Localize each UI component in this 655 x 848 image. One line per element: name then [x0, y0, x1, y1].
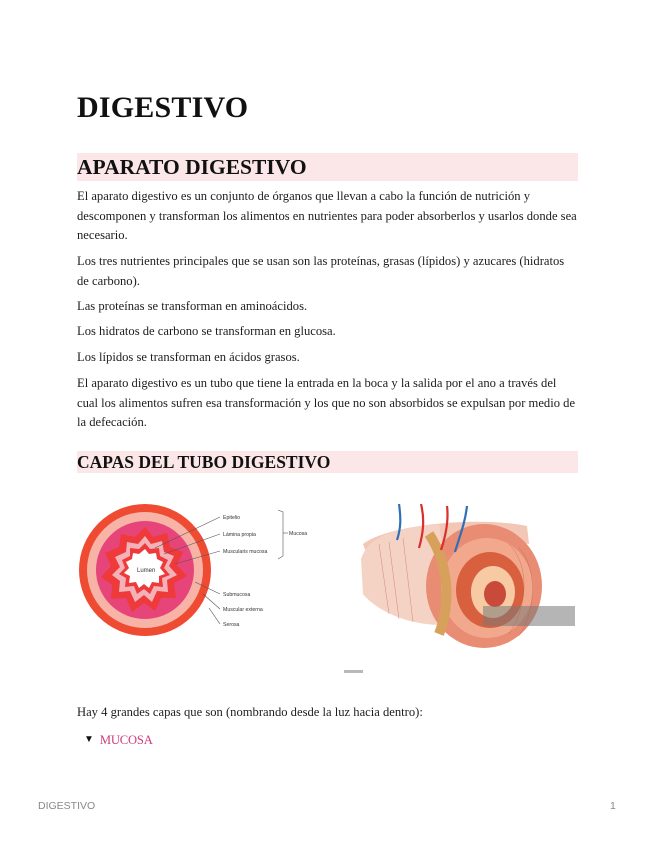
tube-3d-illustration: [359, 504, 579, 654]
label-lamina-propia: Lámina propia: [223, 532, 256, 538]
toggle-mucosa-label[interactable]: MUCOSA: [99, 733, 153, 747]
label-muscular-externa: Muscular externa: [223, 607, 263, 613]
paragraph-6: El aparato digestivo es un tubo que tiene la entrada en la boca y la salida por el ano a través del cual los alimentos sufren esa transformación y los que no son absorbidos se expulsan por medio de la defecación.: [77, 376, 576, 429]
paragraph-4: Los hidratos de carbono se transforman en glucosa.: [77, 324, 336, 338]
paragraph-2: Los tres nutrientes principales que se usan son las proteínas, grasas (lípidos) y azucares (hidratos de carbono).: [77, 254, 565, 288]
label-submucosa: Submucosa: [223, 592, 251, 598]
toggle-mucosa[interactable]: [84, 732, 153, 748]
triangle-down-icon[interactable]: ▼: [84, 734, 94, 745]
paragraph-1: El aparato digestivo es un conjunto de órganos que llevan a cabo la función de nutrición y descomponen y transforman los alimentos en nutrientes para poder absorberlos y usarlos donde sea necesario.: [77, 189, 577, 242]
tube-lumen: [484, 581, 506, 607]
label-muscularis-mucosa: Muscularis mucosa: [223, 549, 268, 555]
image-caption-overlay: [483, 606, 575, 626]
paragraph-3: Las proteínas se transforman en aminoácidos.: [77, 299, 308, 313]
label-serosa: Serosa: [223, 622, 240, 628]
footer-title: DIGESTIVO: [38, 800, 96, 812]
digestive-layers-figure: [77, 488, 578, 678]
label-mucosa-group: Mucosa: [289, 531, 308, 537]
paragraph-5: Los lípidos se transforman en ácidos grasos.: [77, 350, 300, 364]
image-pager-indicator[interactable]: [344, 670, 363, 673]
layers-intro-text: Hay 4 grandes capas que son (nombrando desde la luz hacia dentro):: [77, 705, 423, 719]
section-heading-aparato-digestivo: APARATO DIGESTIVO: [77, 153, 578, 181]
page-title: DIGESTIVO: [77, 91, 249, 124]
section-heading-capas: CAPAS DEL TUBO DIGESTIVO: [77, 451, 578, 473]
cross-section-diagram: [77, 498, 327, 638]
label-epitelio: Epitelio: [223, 515, 241, 521]
label-lumen: Lumen: [137, 568, 156, 574]
page-number: 1: [610, 800, 616, 812]
